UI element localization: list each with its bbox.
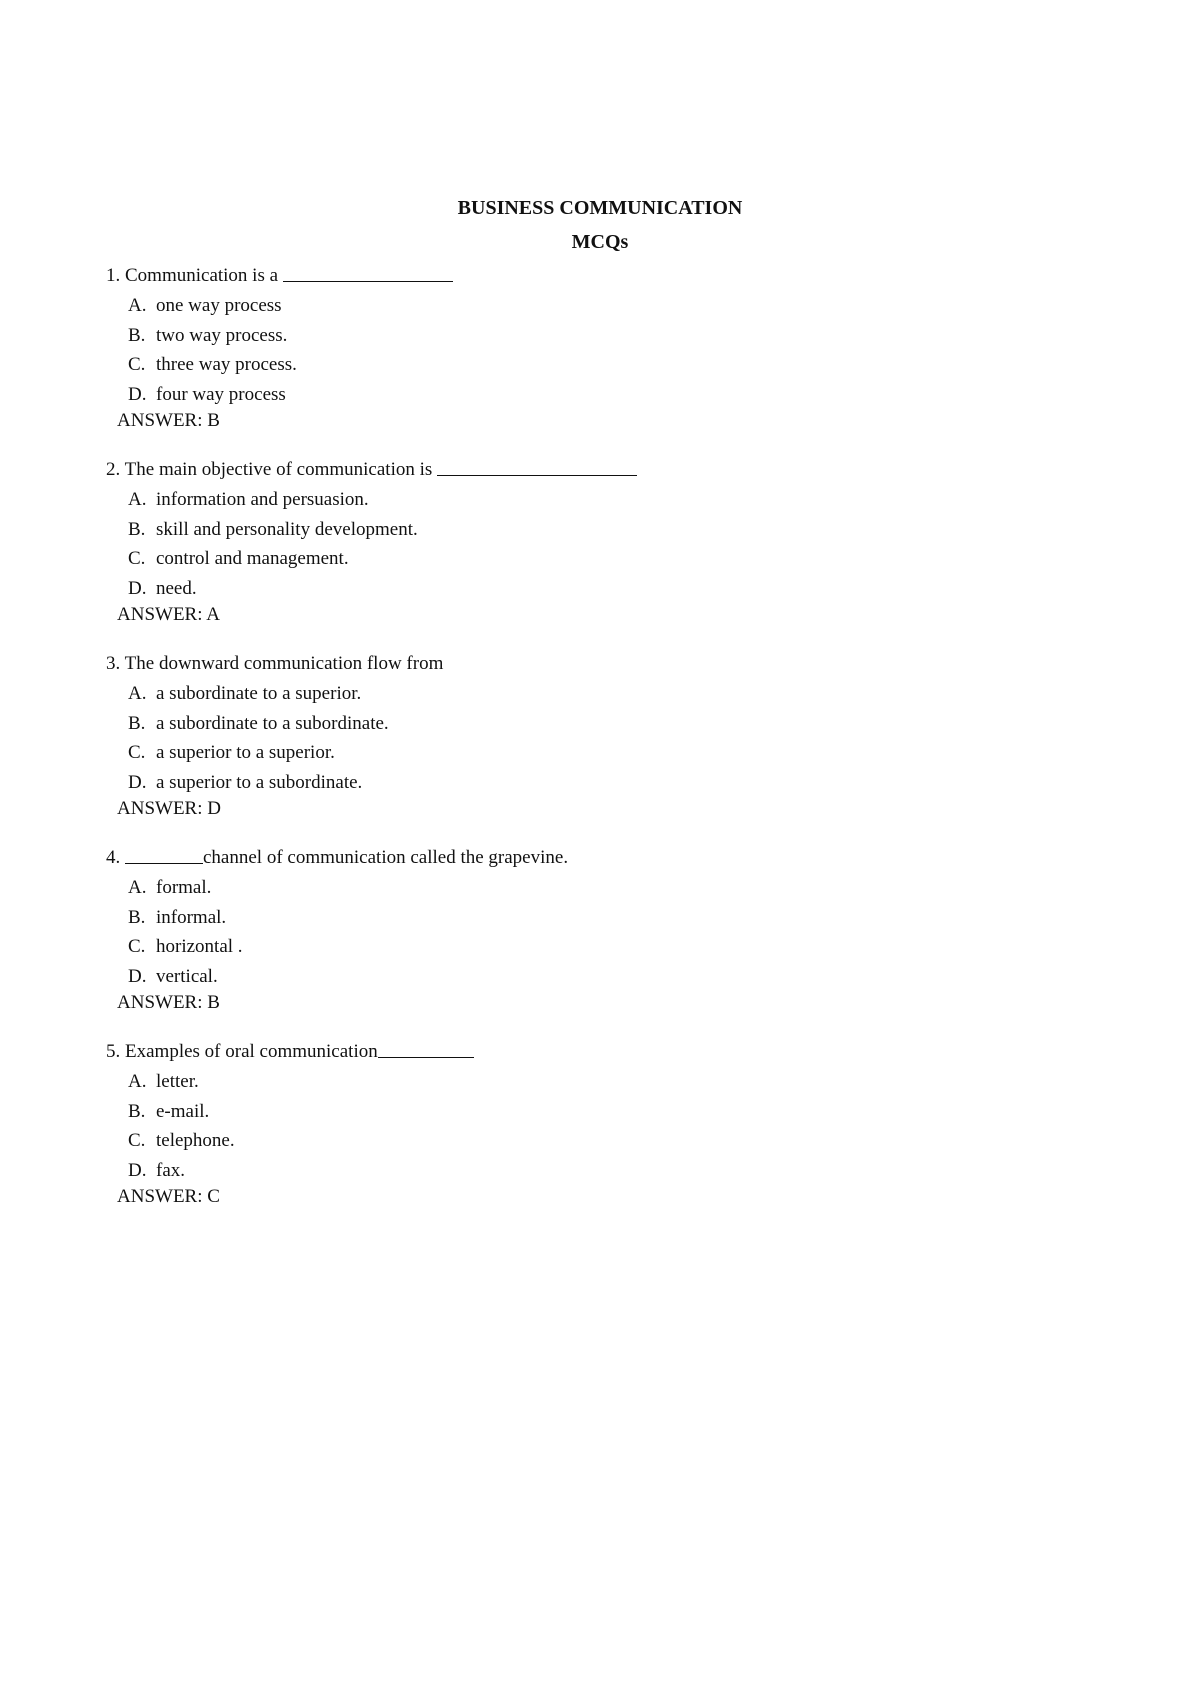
option-letter: C.	[128, 354, 146, 375]
option-letter: C.	[128, 742, 146, 763]
option-letter: D.	[128, 965, 147, 987]
option-list	[106, 1067, 1106, 1185]
option-list	[106, 485, 1106, 603]
option-c	[128, 738, 1106, 768]
answer-blank	[378, 1039, 474, 1058]
option-a	[128, 679, 1106, 709]
option-letter: A.	[128, 295, 147, 316]
question-text: channel of communication called the grapevine.	[203, 847, 569, 868]
question-3	[106, 650, 1106, 821]
question-stem	[106, 456, 1106, 485]
option-letter: A.	[128, 877, 147, 898]
option-text: telephone.	[156, 1130, 235, 1151]
option-text: e-mail.	[156, 1100, 210, 1122]
option-text: letter.	[156, 1071, 199, 1092]
question-5	[106, 1038, 1106, 1209]
option-text: control and management.	[156, 548, 349, 569]
question-stem	[106, 1038, 1106, 1067]
option-letter: B.	[128, 906, 146, 928]
option-text: skill and personality development.	[156, 518, 418, 540]
option-b	[128, 321, 1106, 351]
question-text: The main objective of communication is	[124, 459, 433, 480]
option-a	[128, 1067, 1106, 1097]
answer-line: ANSWER: D	[117, 798, 221, 819]
option-letter: B.	[128, 1100, 146, 1122]
option-text: a subordinate to a superior.	[156, 683, 362, 704]
option-a	[128, 873, 1106, 903]
option-text: information and persuasion.	[156, 489, 369, 510]
answer-line: ANSWER: A	[117, 604, 220, 625]
option-letter: C.	[128, 548, 146, 569]
option-letter: D.	[128, 1159, 147, 1181]
option-letter: C.	[128, 936, 146, 957]
option-d	[128, 768, 1106, 798]
answer-line: ANSWER: B	[117, 410, 220, 431]
option-d	[128, 1156, 1106, 1186]
option-text: one way process	[156, 295, 282, 316]
option-c	[128, 350, 1106, 380]
answer-blank	[125, 845, 203, 864]
document-title: BUSINESS COMMUNICATION	[457, 197, 743, 219]
option-c	[128, 1126, 1106, 1156]
option-text: formal.	[156, 877, 212, 898]
question-text: Examples of oral communication	[125, 1041, 378, 1062]
option-letter: D.	[128, 577, 147, 599]
option-b	[128, 903, 1106, 933]
option-letter: C.	[128, 1130, 146, 1151]
question-text: Communication is a	[125, 265, 279, 286]
question-list	[106, 262, 1106, 1232]
answer-line: ANSWER: C	[117, 1186, 220, 1207]
answer-blank	[437, 457, 637, 476]
question-stem	[106, 650, 1106, 679]
option-list	[106, 679, 1106, 797]
option-d	[128, 962, 1106, 992]
option-text: four way process	[156, 383, 286, 405]
option-c	[128, 544, 1106, 574]
option-b	[128, 1097, 1106, 1127]
option-a	[128, 485, 1106, 515]
option-letter: B.	[128, 518, 146, 540]
question-text: The downward communication flow from	[124, 653, 444, 674]
option-letter: A.	[128, 489, 147, 510]
question-stem	[106, 844, 1106, 873]
option-text: need.	[156, 577, 197, 599]
option-b	[128, 515, 1106, 545]
document-subtitle: MCQs	[571, 231, 629, 253]
option-list	[106, 873, 1106, 991]
option-d	[128, 574, 1106, 604]
question-4	[106, 844, 1106, 1015]
question-number: 5.	[106, 1041, 121, 1062]
option-letter: D.	[128, 771, 147, 793]
option-text: a superior to a superior.	[156, 742, 335, 763]
option-letter: A.	[128, 683, 147, 704]
option-text: vertical.	[156, 965, 218, 987]
option-letter: D.	[128, 383, 147, 405]
option-text: three way process.	[156, 354, 297, 375]
option-c	[128, 932, 1106, 962]
option-text: a superior to a subordinate.	[156, 771, 363, 793]
option-text: a subordinate to a subordinate.	[156, 712, 389, 734]
question-number: 4.	[106, 847, 121, 868]
option-text: two way process.	[156, 324, 288, 346]
option-text: fax.	[156, 1159, 186, 1181]
question-number: 2.	[106, 459, 121, 480]
question-stem	[106, 262, 1106, 291]
option-d	[128, 380, 1106, 410]
option-text: informal.	[156, 906, 227, 928]
option-text: horizontal .	[156, 936, 243, 957]
answer-line: ANSWER: B	[117, 992, 220, 1013]
option-b	[128, 709, 1106, 739]
answer-blank	[283, 263, 453, 282]
option-a	[128, 291, 1106, 321]
question-1	[106, 262, 1106, 433]
question-2	[106, 456, 1106, 627]
question-number: 1.	[106, 265, 121, 286]
option-list	[106, 291, 1106, 409]
question-number: 3.	[106, 653, 121, 674]
option-letter: B.	[128, 712, 146, 734]
option-letter: B.	[128, 324, 146, 346]
option-letter: A.	[128, 1071, 147, 1092]
